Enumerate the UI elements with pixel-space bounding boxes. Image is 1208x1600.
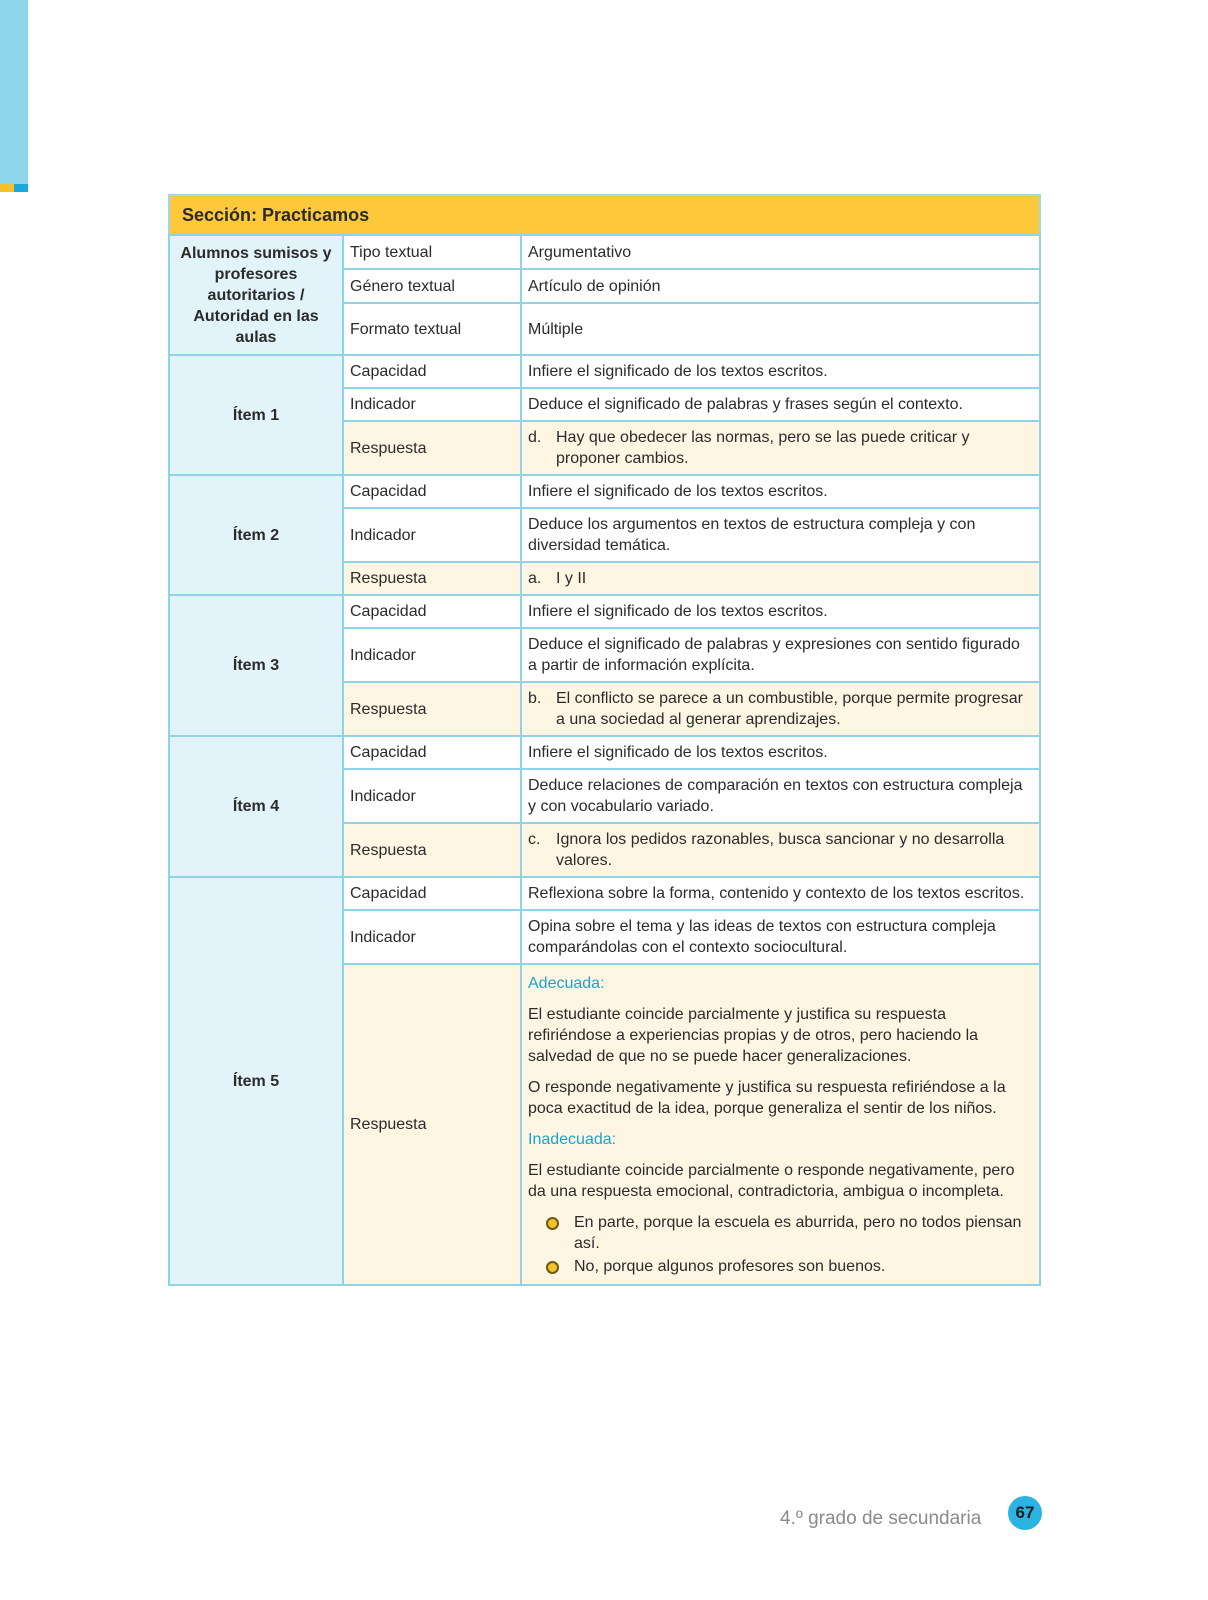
capacidad-label: Capacidad: [343, 736, 521, 769]
capacidad-label: Capacidad: [343, 355, 521, 388]
respuesta-value: [521, 421, 1040, 475]
option-letter: c.: [528, 831, 541, 848]
bullet-icon: [546, 1217, 559, 1230]
list-item: [546, 1256, 1033, 1277]
table-row: [169, 736, 1040, 769]
item-name: Ítem 5: [169, 877, 343, 1285]
adecuada-paragraph: El estudiante coincide parcialmente y justifica su respuesta refiriéndose a experiencias propias y de otros, pero haciendo la salvedad de que no se puede hacer generalizaciones.: [528, 1006, 979, 1065]
example-list: [528, 1212, 1033, 1277]
side-accent-band: [0, 0, 28, 190]
capacidad-value: Infiere el significado de los textos escritos.: [521, 736, 1040, 769]
list-item-text: En parte, porque la escuela es aburrida, pero no todos piensan así.: [574, 1214, 1022, 1252]
respuesta-label: Respuesta: [343, 964, 521, 1285]
row-label: Tipo textual: [343, 235, 521, 269]
capacidad-label: Capacidad: [343, 877, 521, 910]
inadecuada-paragraph: El estudiante coincide parcialmente o responde negativamente, pero da una respuesta emocional, contradictoria, ambigua o incompleta.: [528, 1162, 1015, 1200]
indicador-value: Opina sobre el tema y las ideas de textos con estructura compleja comparándolas con el contexto sociocultural.: [521, 910, 1040, 964]
row-value: Artículo de opinión: [521, 269, 1040, 303]
capacidad-value: Infiere el significado de los textos escritos.: [521, 595, 1040, 628]
indicador-value: Deduce los argumentos en textos de estructura compleja y con diversidad temática.: [521, 508, 1040, 562]
section-title: Sección: Practicamos: [168, 194, 1041, 234]
row-label: Formato textual: [343, 303, 521, 355]
grade-label: 4.º grado de secundaria: [780, 1508, 982, 1529]
row-value: Argumentativo: [521, 235, 1040, 269]
side-accent-blue: [14, 184, 28, 192]
indicador-value: Deduce relaciones de comparación en textos con estructura compleja y con vocabulario variado.: [521, 769, 1040, 823]
row-label: Género textual: [343, 269, 521, 303]
option-text: El conflicto se parece a un combustible, porque permite progresar a una sociedad al generar aprendizajes.: [556, 690, 1023, 728]
text-title: Alumnos sumisos y profesores autoritarios / Autoridad en las aulas: [169, 235, 343, 355]
page-number: 67: [1008, 1496, 1042, 1530]
side-accent-yellow: [0, 184, 14, 192]
item-name: Ítem 2: [169, 475, 343, 595]
indicador-value: Deduce el significado de palabras y expresiones con sentido figurado a partir de información explícita.: [521, 628, 1040, 682]
item-name: Ítem 4: [169, 736, 343, 877]
option-text: Hay que obedecer las normas, pero se las puede criticar y proponer cambios.: [556, 429, 970, 467]
item-name: Ítem 3: [169, 595, 343, 736]
table-row: [169, 475, 1040, 508]
indicador-label: Indicador: [343, 388, 521, 421]
respuesta-value: [521, 682, 1040, 736]
option-letter: d.: [528, 429, 542, 446]
row-value: Múltiple: [521, 303, 1040, 355]
indicador-label: Indicador: [343, 508, 521, 562]
adecuada-paragraph: O responde negativamente y justifica su respuesta refiriéndose a la poca exactitud de la idea, porque generaliza el sentir de los niños.: [528, 1079, 1006, 1117]
answer-key-sheet: [168, 194, 1041, 1286]
option-text: Ignora los pedidos razonables, busca sancionar y no desarrolla valores.: [556, 831, 1005, 869]
capacidad-value: Infiere el significado de los textos escritos.: [521, 475, 1040, 508]
capacidad-value: Reflexiona sobre la forma, contenido y contexto de los textos escritos.: [521, 877, 1040, 910]
indicador-label: Indicador: [343, 628, 521, 682]
indicador-label: Indicador: [343, 910, 521, 964]
adecuada-label: Adecuada:: [528, 975, 605, 992]
respuesta-value: [521, 823, 1040, 877]
table-row: [169, 595, 1040, 628]
indicador-value: Deduce el significado de palabras y frases según el contexto.: [521, 388, 1040, 421]
respuesta-label: Respuesta: [343, 682, 521, 736]
table-row: [169, 355, 1040, 388]
bullet-icon: [546, 1261, 559, 1274]
table-row: [169, 877, 1040, 910]
capacidad-label: Capacidad: [343, 595, 521, 628]
list-item: [546, 1212, 1033, 1254]
option-letter: b.: [528, 690, 542, 707]
table-row: [169, 235, 1040, 269]
respuesta-label: Respuesta: [343, 823, 521, 877]
capacidad-label: Capacidad: [343, 475, 521, 508]
item-name: Ítem 1: [169, 355, 343, 475]
respuesta-label: Respuesta: [343, 562, 521, 595]
option-letter: a.: [528, 570, 542, 587]
respuesta-value: [521, 964, 1040, 1285]
indicador-label: Indicador: [343, 769, 521, 823]
inadecuada-label: Inadecuada:: [528, 1131, 617, 1148]
list-item-text: No, porque algunos profesores son buenos.: [574, 1258, 886, 1275]
capacidad-value: Infiere el significado de los textos escritos.: [521, 355, 1040, 388]
respuesta-label: Respuesta: [343, 421, 521, 475]
respuesta-value: [521, 562, 1040, 595]
option-text: I y II: [556, 570, 587, 587]
answer-key-table: [168, 234, 1041, 1286]
